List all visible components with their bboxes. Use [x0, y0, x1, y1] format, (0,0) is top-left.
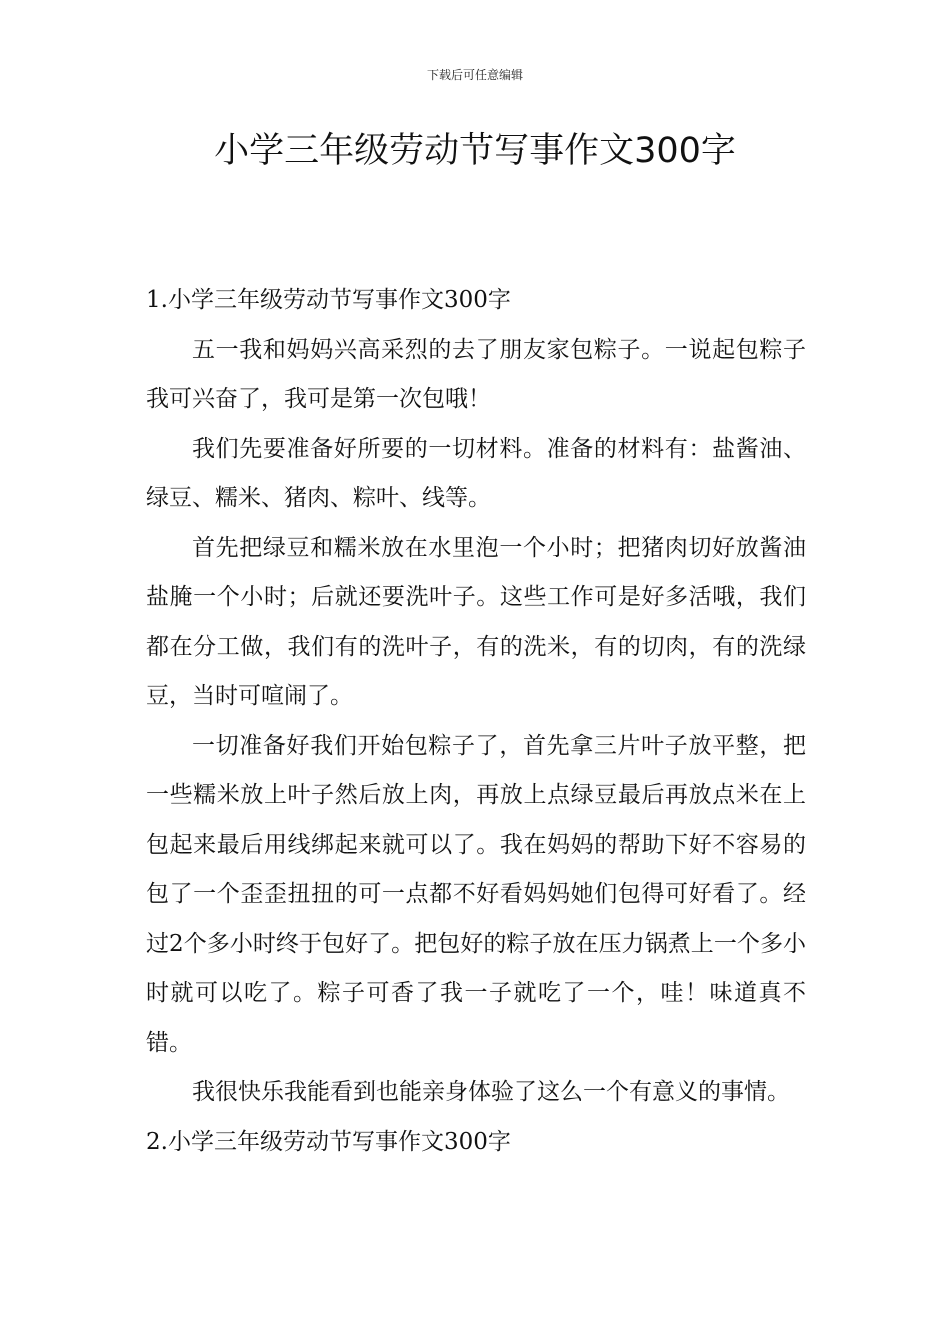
- paragraph: 我们先要准备好所要的一切材料。准备的材料有：盐酱油、绿豆、糯米、猪肉、粽叶、线等。: [146, 435, 806, 511]
- document-body: [146, 276, 806, 1167]
- section-heading-2: 2.小学三年级劳动节写事作文300字: [146, 1128, 511, 1155]
- paragraph: 我很快乐我能看到也能亲身体验了这么一个有意义的事情。: [192, 1079, 790, 1105]
- section-heading-1: 1.小学三年级劳动节写事作文300字: [146, 287, 511, 313]
- header-note: 下载后可任意编辑: [426, 68, 523, 82]
- page-title: 小学三年级劳动节写事作文300字: [214, 131, 736, 171]
- paragraph: 一切准备好我们开始包粽子了，首先拿三片叶子放平整，把一些糯米放上叶子然后放上肉，再放上点绿豆最后再放点米在上包起来最后用线绑起来就可以了。我在妈妈的帮助下好不容易的包了一个歪歪扭扭的可一点都不好看妈妈她们包得可好看了。经过2个多小时终于包好了。把包好的粽子放在压力锅煮上一个多小时就可以吃了。粽子可香了我一子就吃了一个，哇！味道真不错。: [146, 732, 806, 1056]
- paragraph: 首先把绿豆和糯米放在水里泡一个小时；把猪肉切好放酱油盐腌一个小时；后就还要洗叶子。这些工作可是好多活哦，我们都在分工做，我们有的洗叶子，有的洗米，有的切肉，有的洗绿豆，当时可喧闹了。: [146, 534, 806, 709]
- paragraph: 五一我和妈妈兴高采烈的去了朋友家包粽子。一说起包粽子我可兴奋了，我可是第一次包哦！: [146, 336, 806, 412]
